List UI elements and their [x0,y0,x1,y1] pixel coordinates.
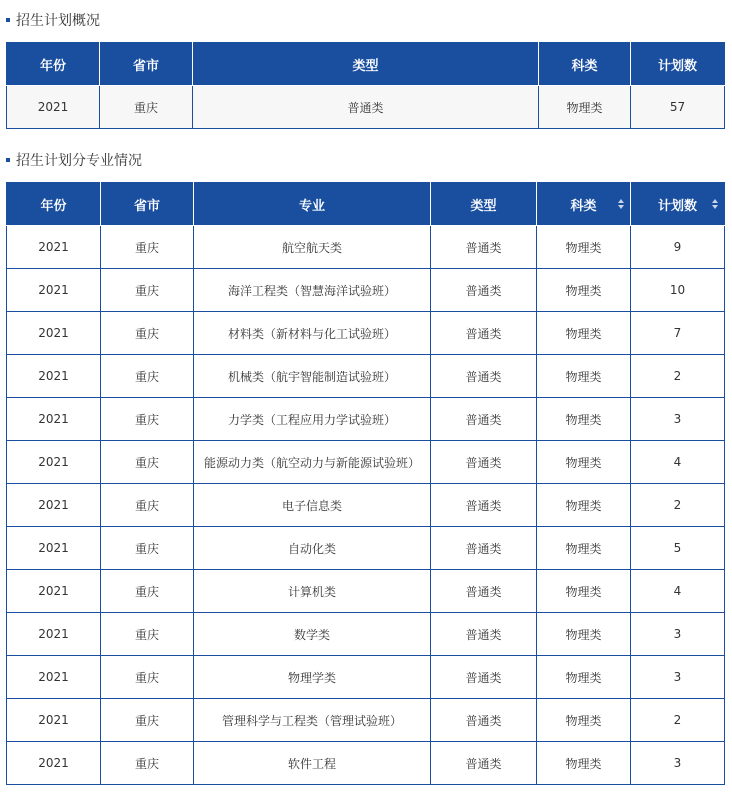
cell-category: 物理类 [537,226,631,269]
cell-major: 能源动力类（航空动力与新能源试验班） [194,441,431,484]
cell-year: 2021 [7,269,101,312]
sort-icon[interactable] [712,199,718,209]
cell-year: 2021 [7,613,101,656]
cell-plan-count: 3 [631,656,725,699]
summary-header-row [7,43,725,86]
cell-category: 物理类 [537,484,631,527]
cell-category: 物理类 [537,699,631,742]
majors-header-row [7,183,725,226]
header-province: 省市 [101,183,194,226]
cell-province: 重庆 [101,699,194,742]
cell-major: 管理科学与工程类（管理试验班） [194,699,431,742]
cell-year: 2021 [7,484,101,527]
cell-year: 2021 [7,656,101,699]
cell-province: 重庆 [101,527,194,570]
summary-section-title [6,8,100,32]
header-year: 年份 [7,43,100,86]
cell-major: 物理学类 [194,656,431,699]
header-category: 科类 [539,43,631,86]
header-year: 年份 [7,183,101,226]
cell-major: 海洋工程类（智慧海洋试验班） [194,269,431,312]
header-plan-count-sortable[interactable] [631,183,725,226]
cell-category: 物理类 [537,355,631,398]
cell-plan-count: 2 [631,355,725,398]
cell-year: 2021 [7,441,101,484]
cell-category: 物理类 [537,570,631,613]
cell-year: 2021 [7,699,101,742]
cell-plan-count: 3 [631,398,725,441]
cell-major: 材料类（新材料与化工试验班） [194,312,431,355]
majors-section-title [6,148,142,172]
cell-type: 普通类 [431,226,537,269]
cell-category: 物理类 [537,656,631,699]
cell-type: 普通类 [431,527,537,570]
table-row [7,86,725,129]
table-row [7,355,725,398]
cell-province: 重庆 [101,570,194,613]
bullet-icon [6,158,10,162]
table-row [7,484,725,527]
bullet-icon [6,18,10,22]
cell-year: 2021 [7,398,101,441]
summary-table [6,42,725,129]
cell-province: 重庆 [101,312,194,355]
table-row [7,699,725,742]
table-row [7,226,725,269]
header-province: 省市 [100,43,193,86]
cell-year: 2021 [7,355,101,398]
cell-year: 2021 [7,527,101,570]
majors-table [6,182,725,785]
header-major: 专业 [194,183,431,226]
cell-year: 2021 [7,570,101,613]
cell-province: 重庆 [101,484,194,527]
header-category-label: 科类 [570,198,597,214]
header-plan-count-label: 计划数 [657,198,697,214]
cell-plan-count: 57 [631,86,725,129]
cell-major: 数学类 [194,613,431,656]
cell-type: 普通类 [431,656,537,699]
cell-category: 物理类 [537,441,631,484]
cell-plan-count: 5 [631,527,725,570]
table-row [7,269,725,312]
cell-type: 普通类 [431,269,537,312]
cell-plan-count: 9 [631,226,725,269]
cell-major: 计算机类 [194,570,431,613]
cell-province: 重庆 [101,613,194,656]
cell-major: 自动化类 [194,527,431,570]
summary-title-text: 招生计划概况 [16,13,100,29]
header-category-sortable[interactable] [537,183,631,226]
cell-province: 重庆 [101,398,194,441]
cell-province: 重庆 [100,86,193,129]
cell-year: 2021 [7,742,101,785]
table-row [7,656,725,699]
cell-province: 重庆 [101,656,194,699]
header-type: 类型 [431,183,537,226]
table-row [7,570,725,613]
cell-type: 普通类 [431,312,537,355]
cell-year: 2021 [7,86,100,129]
cell-major: 力学类（工程应用力学试验班） [194,398,431,441]
cell-category: 物理类 [537,398,631,441]
cell-major: 软件工程 [194,742,431,785]
cell-plan-count: 3 [631,613,725,656]
cell-type: 普通类 [431,398,537,441]
cell-type: 普通类 [431,484,537,527]
cell-plan-count: 2 [631,484,725,527]
table-row [7,312,725,355]
cell-major: 电子信息类 [194,484,431,527]
cell-year: 2021 [7,226,101,269]
cell-province: 重庆 [101,355,194,398]
cell-year: 2021 [7,312,101,355]
cell-category: 物理类 [539,86,631,129]
majors-title-text: 招生计划分专业情况 [16,153,142,169]
cell-type: 普通类 [431,699,537,742]
cell-province: 重庆 [101,226,194,269]
cell-category: 物理类 [537,269,631,312]
table-row [7,613,725,656]
cell-province: 重庆 [101,441,194,484]
cell-major: 机械类（航宇智能制造试验班） [194,355,431,398]
cell-province: 重庆 [101,742,194,785]
cell-category: 物理类 [537,742,631,785]
cell-plan-count: 4 [631,570,725,613]
cell-plan-count: 2 [631,699,725,742]
cell-type: 普通类 [431,441,537,484]
cell-plan-count: 4 [631,441,725,484]
cell-type: 普通类 [431,613,537,656]
cell-type: 普通类 [431,355,537,398]
cell-type: 普通类 [193,86,539,129]
cell-category: 物理类 [537,312,631,355]
table-row [7,441,725,484]
table-row [7,527,725,570]
cell-category: 物理类 [537,527,631,570]
table-row [7,742,725,785]
table-row [7,398,725,441]
cell-type: 普通类 [431,742,537,785]
cell-category: 物理类 [537,613,631,656]
cell-plan-count: 10 [631,269,725,312]
cell-province: 重庆 [101,269,194,312]
cell-type: 普通类 [431,570,537,613]
majors-table-body [7,226,725,785]
cell-plan-count: 3 [631,742,725,785]
sort-icon[interactable] [618,199,624,209]
cell-plan-count: 7 [631,312,725,355]
cell-major: 航空航天类 [194,226,431,269]
header-type: 类型 [193,43,539,86]
header-plan-count: 计划数 [631,43,725,86]
